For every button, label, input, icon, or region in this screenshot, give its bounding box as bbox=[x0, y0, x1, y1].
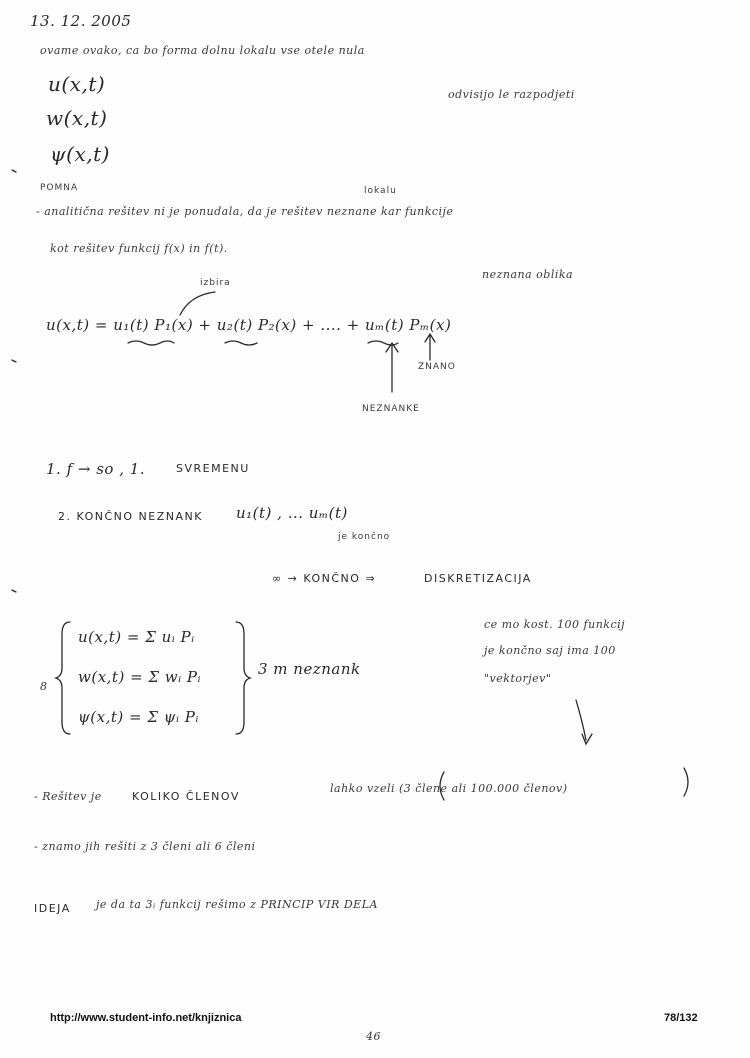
item-2-caps: 2. KONČNO NEZNANK bbox=[58, 510, 203, 523]
page-mark: 46 bbox=[366, 1030, 381, 1043]
diskretizacija: DISKRETIZACIJA bbox=[424, 572, 532, 585]
neznanke-label: NEZNANKE bbox=[362, 404, 420, 414]
footer-url: http://www.student-info.net/knjiznica bbox=[50, 1012, 242, 1024]
item-2-unknowns: u₁(t) , ... uₘ(t) bbox=[236, 504, 348, 522]
analiticna-line-1: - analitična rešitev ni je ponudala, da je rešitev neznane kar funkcije bbox=[36, 205, 454, 218]
koliko-line-c: lahko vzeli (3 člene ali 100.000 členov) bbox=[330, 782, 568, 795]
item-2-note: je končno bbox=[338, 532, 391, 542]
underline-2 bbox=[225, 341, 257, 345]
footer-page: 78/132 bbox=[664, 1012, 698, 1024]
func-w: w(x,t) bbox=[46, 106, 108, 130]
note-right: odvisijo le razpodjeti bbox=[448, 88, 575, 101]
neznana-label: neznana oblika bbox=[482, 268, 574, 281]
izbira-label: izbira bbox=[200, 278, 231, 288]
side-note-arrow bbox=[576, 700, 592, 744]
system-right: 3 m neznank bbox=[258, 660, 361, 678]
func-psi: ψ(x,t) bbox=[50, 142, 110, 166]
pomna-label: POMNA bbox=[40, 183, 79, 193]
system-eq-psi: ψ(x,t) = Σ ψᵢ Pᵢ bbox=[78, 708, 199, 726]
analiticna-line-2: kot rešitev funkcij f(x) in f(t). bbox=[50, 242, 228, 255]
item-1-text: 1. f → so , 1. bbox=[46, 460, 146, 478]
paren-right bbox=[684, 768, 688, 796]
koliko-line-a: - Rešitev je bbox=[34, 790, 102, 803]
margin-mark-1 bbox=[12, 170, 16, 172]
margin-mark-2 bbox=[12, 360, 16, 362]
ideja-line: je da ta 3ᵢ funkcij rešimo z PRINCIP VIR DELA bbox=[96, 898, 378, 911]
intro-line: ovame ovako, ca bo forma dolnu lokalu vse otele nula bbox=[40, 44, 365, 57]
lokalu-label: lokalu bbox=[364, 186, 397, 196]
side-note-2: je končno saj ima 100 bbox=[484, 644, 616, 657]
date: 13. 12. 2005 bbox=[30, 12, 132, 30]
margin-mark-3 bbox=[12, 590, 16, 592]
system-prefix: 8 bbox=[40, 680, 48, 693]
znano-label: ZNANO bbox=[418, 362, 456, 372]
system-left-brace bbox=[56, 622, 70, 734]
system-right-brace bbox=[236, 622, 250, 734]
underline-1 bbox=[128, 341, 174, 345]
system-eq-u: u(x,t) = Σ uᵢ Pᵢ bbox=[78, 628, 195, 646]
izbira-arc bbox=[180, 292, 215, 315]
znamo-line: - znamo jih rešiti z 3 členi ali 6 členi bbox=[34, 840, 256, 853]
ideja-label: IDEJA bbox=[34, 902, 71, 915]
system-eq-w: w(x,t) = Σ wᵢ Pᵢ bbox=[78, 668, 202, 686]
func-u: u(x,t) bbox=[48, 72, 106, 96]
main-equation: u(x,t) = u₁(t) P₁(x) + u₂(t) P₂(x) + .... + uₘ(t) Pₘ(x) bbox=[46, 316, 452, 334]
side-note-1: ce mo kost. 100 funkcij bbox=[484, 618, 626, 631]
infinite-to-finite: ∞ → KONČNO ⇒ bbox=[272, 572, 377, 585]
item-1-caps: SVREMENU bbox=[176, 462, 250, 475]
koliko-line-b: KOLIKO ČLENOV bbox=[132, 790, 240, 803]
side-note-3: "vektorjev" bbox=[484, 672, 552, 685]
